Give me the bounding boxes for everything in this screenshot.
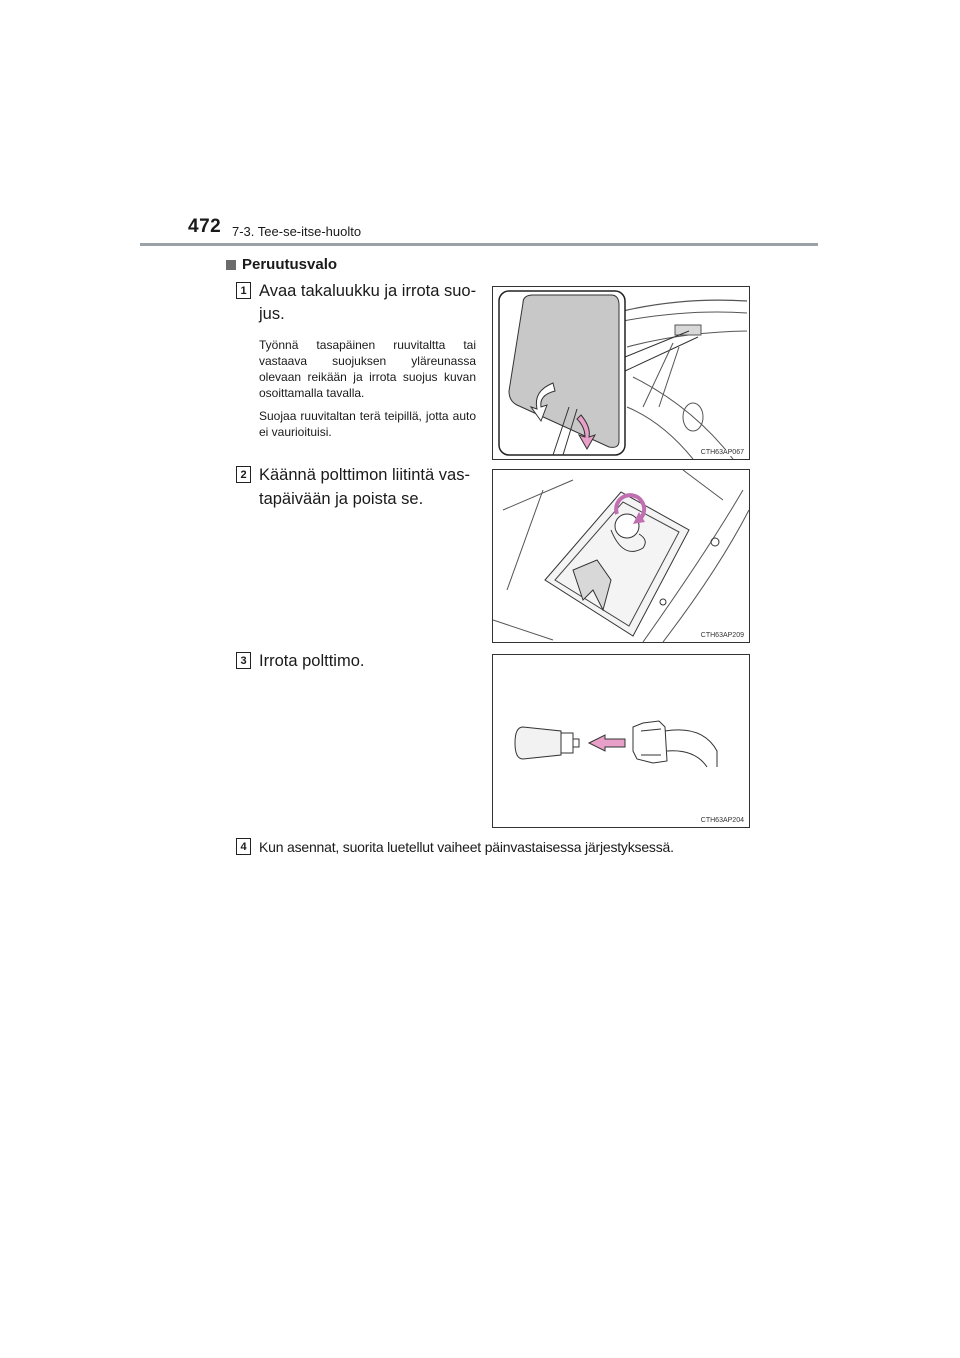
step-1-note-1: Työnnä tasapäinen ruuvitaltta tai vastaava suojuksen yläreunassa olevaan reikään ja irrota suojus kuvan osoittamalla tavalla. [259, 338, 476, 400]
page-number: 472 [188, 216, 222, 237]
step-badge-3: 3 [236, 652, 251, 669]
section-title: Peruutusvalo [242, 256, 338, 273]
step-badge-2: 2 [236, 466, 251, 483]
step-3-title-line-1: Irrota polttimo. [259, 652, 365, 670]
tailgate-cover-illustration [493, 287, 749, 459]
figure-code: CTH63AP209 [700, 632, 744, 639]
step-4-text: Kun asennat, suorita luetellut vaiheet päinvastaisessa järjestyksessä. [259, 839, 674, 855]
step-badge-4: 4 [236, 838, 251, 855]
figure-remove-cover [492, 286, 750, 460]
step-1-title-line-2: jus. [259, 305, 285, 323]
step-1-title-line-1: Avaa takaluukku ja irrota suo- [259, 282, 477, 300]
chapter-title: 7-3. Tee-se-itse-huolto [232, 224, 362, 239]
figure-remove-bulb [492, 654, 750, 828]
header-rule [140, 243, 818, 246]
figure-code: CTH63AP067 [700, 449, 744, 456]
filled-square-icon [226, 260, 236, 270]
step-badge-1: 1 [236, 282, 251, 299]
figure-code: CTH63AP204 [700, 817, 744, 824]
section-heading [226, 256, 337, 273]
figure-turn-connector [492, 469, 750, 643]
bulb-removal-illustration [493, 655, 749, 827]
bulb-socket-illustration [493, 470, 749, 642]
step-1-note-2: Suojaa ruuvitaltan terä teipillä, jotta auto ei vaurioituisi. [259, 409, 476, 439]
step-2-title-line-2: tapäivään ja poista se. [259, 490, 424, 508]
step-2-title-line-1: Käännä polttimon liitintä vas- [259, 466, 470, 484]
